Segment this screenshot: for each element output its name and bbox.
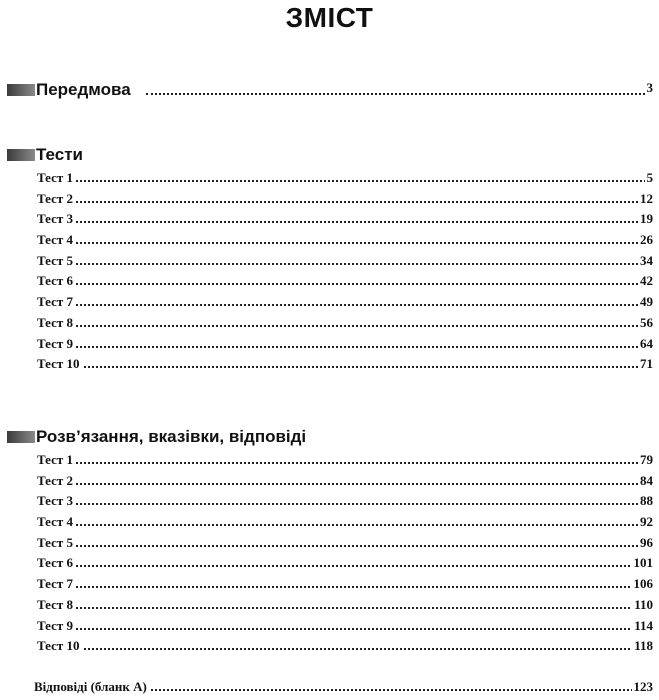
toc-entry[interactable] (0, 229, 659, 250)
entry-label: Тест 6 (37, 273, 74, 289)
toc-entry[interactable] (0, 250, 659, 271)
entry-label: Тест 10 (37, 356, 80, 372)
toc-entry[interactable] (0, 573, 659, 594)
page-number: 3 (646, 80, 653, 95)
page-number: 88 (640, 493, 653, 509)
page-number: 84 (640, 472, 653, 488)
entry-label: Тест 8 (37, 596, 74, 612)
toc-entry[interactable] (0, 188, 659, 209)
entry-label: Тест 5 (37, 252, 74, 268)
section-title: Передмова (36, 80, 131, 99)
section-marker-icon (7, 149, 35, 161)
toc-entry[interactable] (0, 312, 659, 333)
toc-entry[interactable] (0, 208, 659, 229)
dot-leader (37, 524, 653, 526)
dot-leader (37, 221, 653, 223)
entry-label: Тест 10 (37, 638, 80, 654)
page-number: 12 (640, 190, 653, 206)
toc-list (0, 167, 659, 374)
page-number: 34 (640, 252, 653, 268)
dot-leader (37, 304, 653, 306)
page-number: 118 (634, 638, 653, 654)
page-title: ЗМІСТ (285, 2, 374, 33)
entry-label: Тест 1 (37, 170, 74, 185)
page-number: 101 (633, 555, 653, 571)
page-number: 42 (640, 273, 653, 289)
page-number: 79 (640, 452, 653, 467)
toc-entry-preface[interactable] (0, 78, 659, 102)
page-number: 64 (640, 335, 653, 351)
section-header (0, 425, 659, 449)
entry-label: Тест 9 (37, 617, 74, 633)
dot-leader (37, 346, 653, 348)
dot-leader (37, 325, 653, 327)
page-number: 106 (633, 576, 653, 592)
entry-label: Тест 3 (37, 493, 74, 509)
toc-entry[interactable] (0, 291, 659, 312)
dot-leader (37, 648, 653, 650)
toc-entry-answers[interactable] (0, 676, 659, 697)
dot-leader (37, 283, 653, 285)
section-title: Тести (36, 145, 83, 164)
toc-entry[interactable] (0, 532, 659, 553)
dot-leader (37, 607, 653, 609)
page-number: 19 (640, 211, 653, 227)
toc-entry[interactable] (0, 511, 659, 532)
dot-leader (37, 483, 653, 485)
section-marker-icon (7, 431, 35, 443)
dot-leader (37, 242, 653, 244)
dot-leader (146, 93, 653, 95)
page-number: 71 (640, 356, 653, 372)
toc-section-solutions (0, 425, 659, 656)
dot-leader (37, 180, 653, 182)
toc-entry[interactable] (0, 270, 659, 291)
toc-entry[interactable] (0, 552, 659, 573)
dot-leader (37, 586, 653, 588)
entry-label: Тест 3 (37, 211, 74, 227)
page-number: 5 (646, 170, 653, 185)
toc-entry[interactable] (0, 353, 659, 374)
toc-entry[interactable] (0, 333, 659, 354)
entry-label: Тест 6 (37, 555, 74, 571)
toc-entry[interactable] (0, 490, 659, 511)
entry-label: Тест 1 (37, 452, 74, 467)
toc-entry[interactable] (0, 167, 659, 188)
dot-leader (37, 545, 653, 547)
page-number: 49 (640, 294, 653, 310)
page-number: 123 (633, 679, 653, 694)
entry-label: Тест 2 (37, 190, 74, 206)
toc-entry[interactable] (0, 470, 659, 491)
entry-label: Тест 9 (37, 335, 74, 351)
toc-entry[interactable] (0, 449, 659, 470)
dot-leader (37, 628, 653, 630)
dot-leader (37, 503, 653, 505)
entry-label: Відповіді (бланк А) (34, 679, 147, 694)
dot-leader (37, 263, 653, 265)
section-marker-icon (7, 84, 35, 96)
entry-label: Тест 7 (37, 576, 74, 592)
dot-leader (37, 201, 653, 203)
entry-label: Тест 4 (37, 514, 74, 530)
section-header (0, 143, 659, 167)
entry-label: Тест 4 (37, 232, 74, 248)
section-title: Розв’язання, вказівки, відповіді (36, 427, 307, 446)
page-number: 114 (634, 617, 653, 633)
toc-section-preface (0, 78, 659, 102)
dot-leader (37, 565, 653, 567)
entry-label: Тест 2 (37, 472, 74, 488)
entry-label: Тест 5 (37, 534, 74, 550)
entry-label: Тест 8 (37, 314, 74, 330)
toc-section-answers (0, 676, 659, 697)
toc-entry[interactable] (0, 594, 659, 615)
page-number: 110 (634, 596, 653, 612)
toc-list (0, 449, 659, 656)
toc-section-tests (0, 143, 659, 374)
page-number: 96 (640, 534, 653, 550)
toc-entry[interactable] (0, 615, 659, 636)
dot-leader (37, 462, 653, 464)
entry-label: Тест 7 (37, 294, 74, 310)
page-number: 26 (640, 232, 653, 248)
dot-leader (37, 366, 653, 368)
page-number: 56 (640, 314, 653, 330)
page-number: 92 (640, 514, 653, 530)
toc-entry[interactable] (0, 635, 659, 656)
